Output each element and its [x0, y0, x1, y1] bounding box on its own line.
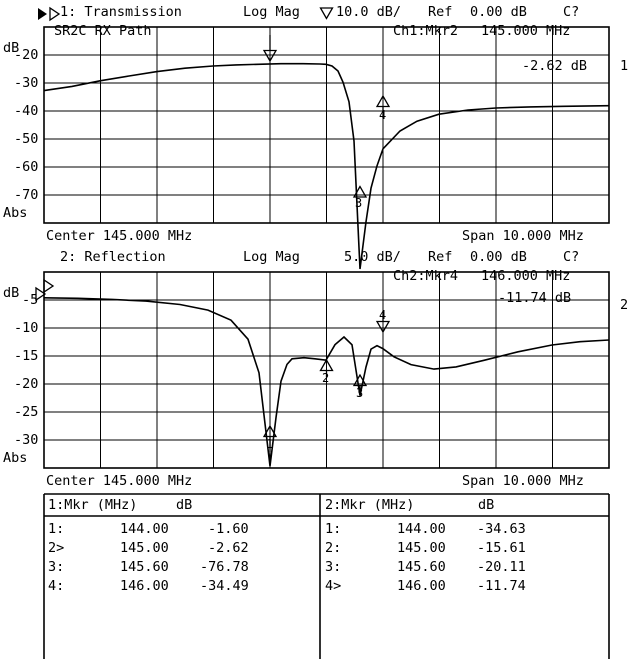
channel-pointer-icons: [36, 8, 59, 300]
ch1-center: Center 145.000 MHz: [46, 228, 193, 244]
table-row[interactable]: 4>: [325, 578, 342, 594]
ch2-span: Span 10.000 MHz: [462, 473, 584, 489]
table-left-header-value: dB: [176, 497, 193, 513]
ch2-scale: 5.0 dB/: [344, 249, 401, 265]
table-row-freq: 145.00: [120, 540, 169, 556]
ch1-ylabel: dB: [3, 40, 20, 56]
ch2-marker-value: -11.74 dB: [498, 290, 572, 306]
table-row-value: -2.62: [208, 540, 249, 556]
ch1-marker-4-label: 4: [379, 108, 387, 122]
ch2-marker-freq: 146.000 MHz: [481, 268, 571, 284]
table-row-freq: 146.00: [120, 578, 169, 594]
ch1-scale: 10.0 dB/: [336, 4, 402, 20]
table-row-value: -34.63: [477, 521, 526, 537]
ch2-marker-1-label: 1: [266, 437, 274, 451]
ch2-abs-label: Abs: [3, 450, 28, 466]
ch1-ytick-4: -50: [14, 131, 39, 147]
table-row[interactable]: 1:: [325, 521, 342, 537]
ch2-ytick-1: -5: [22, 292, 39, 308]
ch2-title: 2: Reflection: [60, 249, 166, 265]
table-right-header-freq: 2:Mkr (MHz): [325, 497, 415, 513]
ch2-ylabel: dB: [3, 285, 20, 301]
table-row[interactable]: 2:: [325, 540, 342, 556]
ch2-correction: C?: [563, 249, 580, 265]
ch2-marker-3-label: 3: [356, 386, 364, 400]
table-row-freq: 145.00: [397, 540, 446, 556]
ch2-pointer-icon: [44, 280, 53, 292]
table-row-freq: 144.00: [120, 521, 169, 537]
ch1-format: Log Mag: [243, 4, 300, 20]
ch2-ytick-5: -25: [14, 404, 39, 420]
table-row-freq: 144.00: [397, 521, 446, 537]
ch1-ytick-5: -60: [14, 159, 39, 175]
table-row-value: -15.61: [477, 540, 526, 556]
table-row-value: -76.78: [200, 559, 249, 575]
ch1-grid: [44, 27, 609, 223]
table-left-header-freq: 1:Mkr (MHz): [48, 497, 138, 513]
ch1-title: 1: Transmission: [60, 4, 182, 20]
ch1-marker-freq: 145.000 MHz: [481, 23, 571, 39]
ch1-marker-value: -2.62 dB: [522, 58, 588, 74]
table-row[interactable]: 1:: [48, 521, 65, 537]
ch2-format: Log Mag: [243, 249, 300, 265]
ch1-marker-3-label: 3: [355, 196, 363, 210]
ch1-abs-label: Abs: [3, 205, 28, 221]
marker-table-frame: [44, 494, 609, 659]
ch2-marker-header: Ch2:Mkr4: [393, 268, 459, 284]
ch1-ref-label: Ref: [428, 4, 453, 20]
ch1-ytick-6: -70: [14, 187, 39, 203]
table-row-freq: 145.60: [397, 559, 446, 575]
table-row-value: -20.11: [477, 559, 526, 575]
ch2-ref-label: Ref: [428, 249, 453, 265]
ch1-trace-number: 1: [620, 58, 629, 74]
table-row-value: -11.74: [477, 578, 526, 594]
ch1-ytick-2: -30: [14, 75, 39, 91]
ch2-ytick-2: -10: [14, 320, 39, 336]
ch1-ytick-3: -40: [14, 103, 39, 119]
table-row[interactable]: 3:: [325, 559, 342, 575]
ch1-correction: C?: [563, 4, 580, 20]
ch2-ytick-4: -20: [14, 376, 39, 392]
ch2-ref-value: 0.00 dB: [470, 249, 527, 265]
table-row-value: -34.49: [200, 578, 249, 594]
ch2-ytick-6: -30: [14, 432, 39, 448]
ch1-marker-header: Ch1:Mkr2: [393, 23, 459, 39]
table-row-freq: 145.60: [120, 559, 169, 575]
ch1-trace-label: SR2C RX Path: [54, 23, 152, 39]
table-row-freq: 146.00: [397, 578, 446, 594]
ch2-marker-4-label: 4: [379, 308, 387, 322]
ch1-active-pointer-icon: [38, 8, 47, 20]
ch1-ref-value: 0.00 dB: [470, 4, 527, 20]
table-right-header-value: dB: [478, 497, 495, 513]
table-row[interactable]: 2>: [48, 540, 65, 556]
ch2-center: Center 145.000 MHz: [46, 473, 193, 489]
ch2-marker-2-label: 2: [322, 371, 330, 385]
table-row-value: -1.60: [208, 521, 249, 537]
ch1-ytick-1: -20: [14, 47, 39, 63]
ch2-ytick-3: -15: [14, 348, 39, 364]
table-row[interactable]: 3:: [48, 559, 65, 575]
ch1-span: Span 10.000 MHz: [462, 228, 584, 244]
ch2-trace-number: 2: [620, 297, 629, 313]
table-row[interactable]: 4:: [48, 578, 65, 594]
